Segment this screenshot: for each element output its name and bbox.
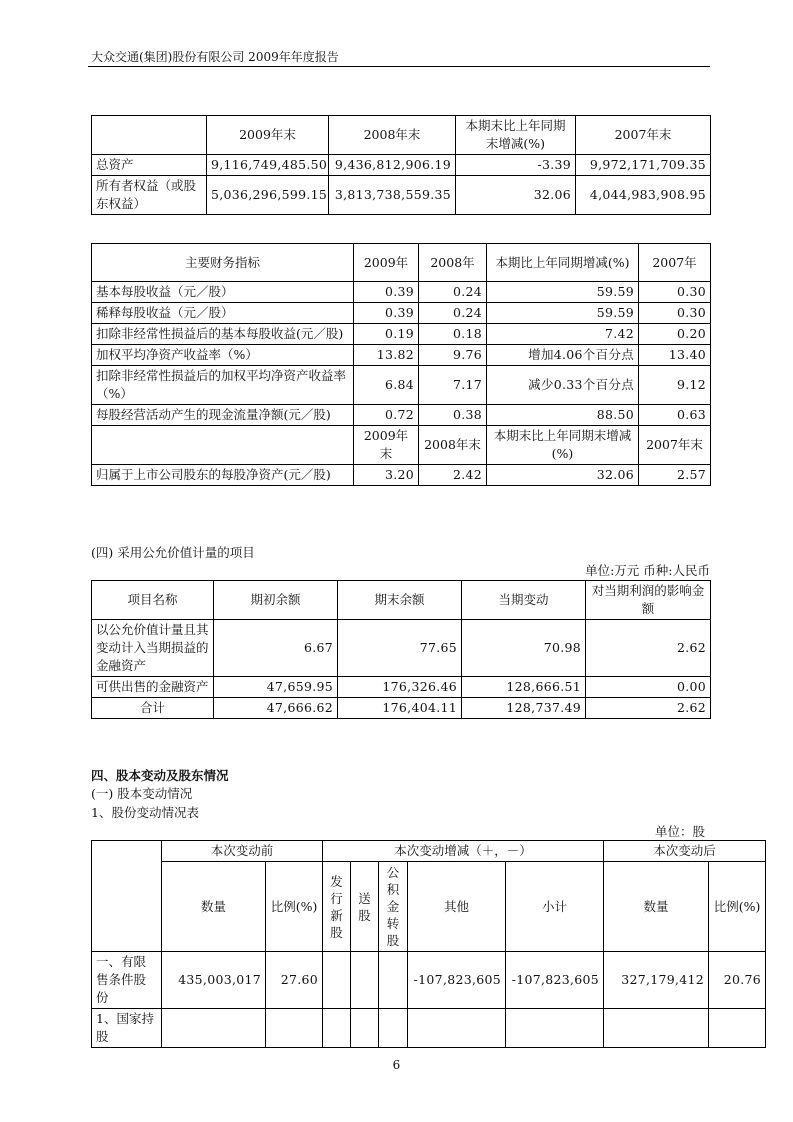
cell: 0.39 [354,303,419,324]
cell: 59.59 [487,303,639,324]
col-header: 发行新股 [323,862,351,952]
cell: 435,003,017 [162,952,266,1009]
row-label: 合计 [92,698,214,719]
table-subheader-row [92,426,711,465]
row-label: 扣除非经常性损益后的基本每股收益(元／股) [92,324,354,345]
cell: 3.20 [354,465,419,486]
balance-header: 2007年末 [576,116,711,155]
subheader-blank [92,426,354,465]
col-header: 其他 [408,862,506,952]
cell: 0.00 [586,677,711,698]
table-row [92,952,766,1009]
balance-header: 本期末比上年同期末增减(%) [456,116,576,155]
cell: 5,036,296,599.15 [207,176,329,215]
indicators-header: 本期比上年同期增减(%) [487,244,639,282]
row-label: 扣除非经常性损益后的加权平均净资产收益率（%） [92,366,354,405]
cell [351,1009,379,1048]
col-header: 公积金转股 [379,862,408,952]
row-label: 可供出售的金融资产 [92,677,214,698]
row-label: 归属于上市公司股东的每股净资产(元／股) [92,465,354,486]
indicators-subheader: 2007年末 [639,426,711,465]
cell: 0.19 [354,324,419,345]
cell: -3.39 [456,155,576,176]
indicators-header: 2008年 [419,244,487,282]
cell: 6.84 [354,366,419,405]
cell: 0.63 [639,405,711,426]
table-row [92,155,711,176]
cell [323,1009,351,1048]
cell: 0.30 [639,282,711,303]
cell: 9.12 [639,366,711,405]
table-row [92,324,711,345]
row-label: 一、有限售条件股份 [92,952,162,1009]
fair-value-table [91,580,711,719]
indicators-header: 主要财务指标 [92,244,354,282]
page-header: 大众交通(集团)股份有限公司 2009年年度报告 [91,50,339,64]
cell: 59.59 [487,282,639,303]
table-row [92,465,711,486]
table-row [92,345,711,366]
cell [379,1009,408,1048]
cell: -107,823,605 [506,952,604,1009]
cell: 128,666.51 [462,677,586,698]
cell [379,952,408,1009]
cell: 88.50 [487,405,639,426]
cell [604,1009,709,1048]
col-header: 数量 [162,862,266,952]
fair-value-header: 对当期利润的影响金额 [586,581,711,620]
fair-value-header: 期末余额 [338,581,462,620]
row-label: 稀释每股收益（元／股） [92,303,354,324]
cell: 0.18 [419,324,487,345]
indicators-subheader: 2008年末 [419,426,487,465]
cell: 6.67 [214,620,338,677]
cell: 128,737.49 [462,698,586,719]
table-row [92,366,711,405]
col-header: 小计 [506,862,604,952]
row-label: 加权平均净资产收益率（%） [92,345,354,366]
cell: 20.76 [709,952,766,1009]
unit-label: 单位:万元 币种:人民币 [585,563,710,578]
group-header-change: 本次变动增减（＋，－） [323,841,604,862]
cell: 2.62 [586,698,711,719]
fair-value-header: 当期变动 [462,581,586,620]
cell [266,1009,323,1048]
group-header-after: 本次变动后 [604,841,766,862]
cell: 47,666.62 [214,698,338,719]
cell [506,1009,604,1048]
row-label: 基本每股收益（元／股） [92,282,354,303]
cell [162,1009,266,1048]
cell [323,952,351,1009]
table-row [92,1009,766,1048]
cell: 47,659.95 [214,677,338,698]
row-label: 以公允价值计量且其变动计入当期损益的金融资产 [92,620,214,677]
row-label: 1、国家持股 [92,1009,162,1048]
cell: 32.06 [487,465,639,486]
cell: -107,823,605 [408,952,506,1009]
table-row [92,405,711,426]
cell: 27.60 [266,952,323,1009]
cell: 0.30 [639,303,711,324]
cell: 增加4.06个百分点 [487,345,639,366]
table-row [92,677,711,698]
group-header-blank [92,841,162,952]
subsection-title: 1、股份变动情况表 [91,805,199,820]
cell: 77.65 [338,620,462,677]
fair-value-header: 期初余额 [214,581,338,620]
table-row [92,698,711,719]
cell: 9,972,171,709.35 [576,155,711,176]
cell: 13.40 [639,345,711,366]
cell: 0.20 [639,324,711,345]
subsection-title: (一) 股本变动情况 [91,786,193,801]
chapter-title: 四、股本变动及股东情况 [91,768,229,783]
row-label: 所有者权益（或股东权益） [92,176,207,215]
cell: 327,179,412 [604,952,709,1009]
balance-header-blank [92,116,207,155]
cell [351,952,379,1009]
cell: 13.82 [354,345,419,366]
cell: 0.39 [354,282,419,303]
cell: 176,326.46 [338,677,462,698]
cell: 2.62 [586,620,711,677]
table-row [92,303,711,324]
cell: 7.17 [419,366,487,405]
row-label: 总资产 [92,155,207,176]
indicators-table [91,243,711,486]
page-number: 6 [392,1058,401,1072]
indicators-header: 2007年 [639,244,711,282]
cell: 7.42 [487,324,639,345]
row-label: 每股经营活动产生的现金流量净额(元／股) [92,405,354,426]
balance-header: 2008年末 [329,116,456,155]
cell: 0.24 [419,303,487,324]
cell: 9,436,812,906.19 [329,155,456,176]
share-change-table [91,840,766,1048]
cell: 4,044,983,908.95 [576,176,711,215]
cell [408,1009,506,1048]
cell: 2.57 [639,465,711,486]
cell: 2.42 [419,465,487,486]
col-header: 比例(%) [266,862,323,952]
indicators-subheader: 2009年末 [354,426,419,465]
col-header: 数量 [604,862,709,952]
col-header: 送股 [351,862,379,952]
cell: 70.98 [462,620,586,677]
header-rule [88,66,710,67]
table-row [92,176,711,215]
cell: 0.72 [354,405,419,426]
cell: 9.76 [419,345,487,366]
balance-table [91,115,711,215]
table-row [92,620,711,677]
cell: 减少0.33个百分点 [487,366,639,405]
indicators-header: 2009年 [354,244,419,282]
balance-header: 2009年末 [207,116,329,155]
table-row [92,282,711,303]
indicators-subheader: 本期末比上年同期末增减(%) [487,426,639,465]
cell: 32.06 [456,176,576,215]
unit-label: 单位：股 [654,824,705,839]
fair-value-header: 项目名称 [92,581,214,620]
group-header-before: 本次变动前 [162,841,323,862]
section-title: (四) 采用公允价值计量的项目 [91,545,255,560]
col-header: 比例(%) [709,862,766,952]
cell: 0.38 [419,405,487,426]
cell: 9,116,749,485.50 [207,155,329,176]
cell: 3,813,738,559.35 [329,176,456,215]
cell: 0.24 [419,282,487,303]
cell [709,1009,766,1048]
cell: 176,404.11 [338,698,462,719]
